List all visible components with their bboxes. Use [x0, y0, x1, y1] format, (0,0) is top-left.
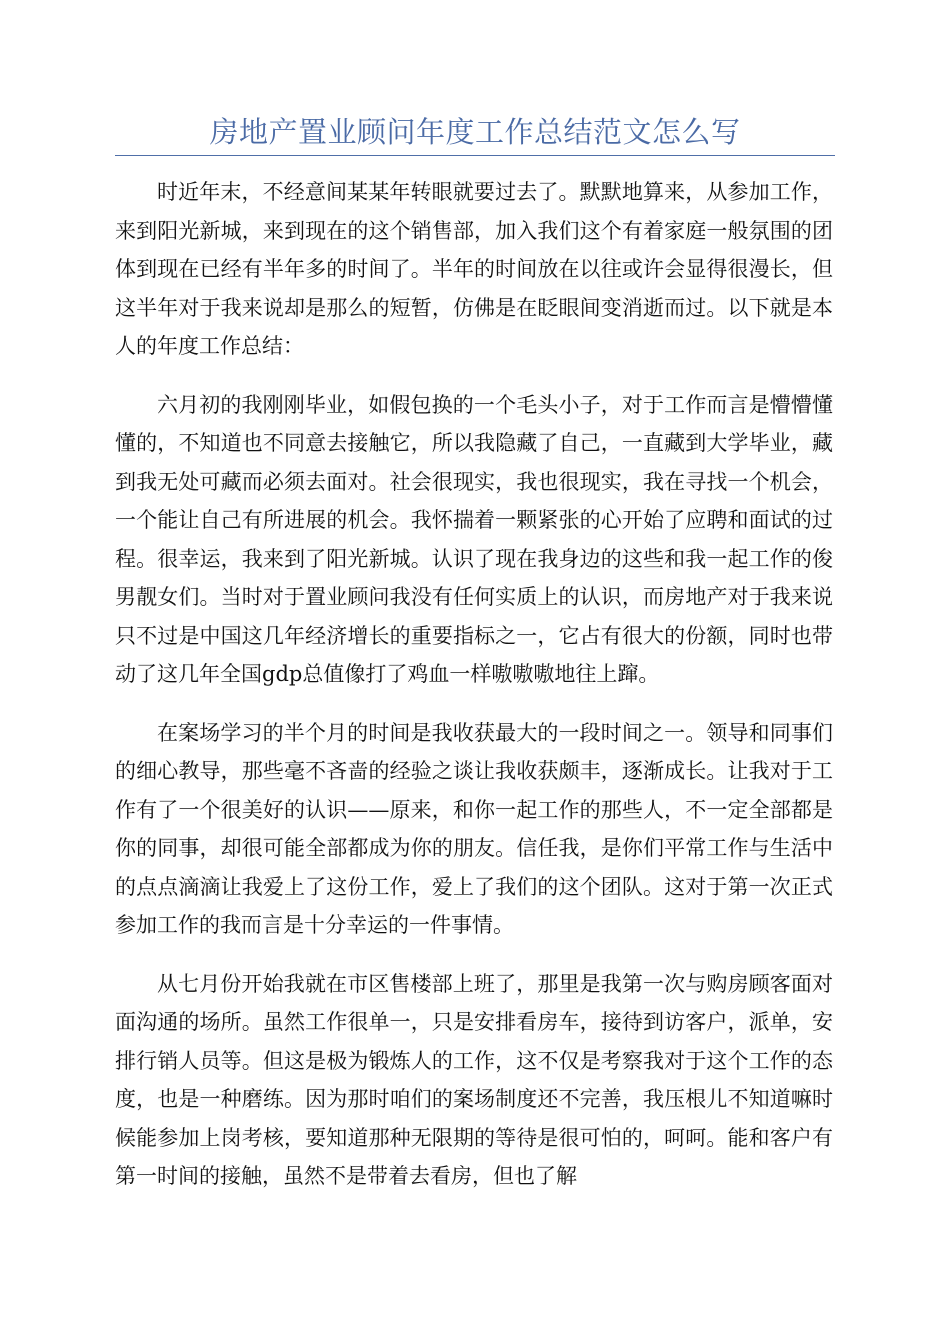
paragraph-2: 六月初的我刚刚毕业，如假包换的一个毛头小子，对于工作而言是懵懵懂懂的，不知道也不同意去接触它，所以我隐藏了自己，一直藏到大学毕业，藏到我无处可藏而必须去面对。社会很现实，我也很现实，我在寻找一个机会，一个能让自己有所进展的机会。我怀揣着一颗紧张的心开始了应聘和面试的过程。很幸运，我来到了阳光新城。认识了现在我身边的这些和我一起工作的俊男靓女们。当时对于置业顾问我没有任何实质上的认识，而房地产对于我来说只不过是中国这几年经济增长的重要指标之一，它占有很大的份额，同时也带动了这几年全国gdp总值像打了鸡血一样嗷嗷嗷地往上蹿。: [115, 392, 833, 686]
document-body: [115, 173, 833, 1216]
document-title: 房地产置业顾问年度工作总结范文怎么写: [209, 115, 741, 149]
paragraph-1: 时近年末，不经意间某某年转眼就要过去了。默默地算来，从参加工作，来到阳光新城，来到现在的这个销售部，加入我们这个有着家庭一般氛围的团体到现在已经有半年多的时间了。半年的时间放在以往或许会显得很漫长，但这半年对于我来说却是那么的短暂，仿佛是在眨眼间变消逝而过。以下就是本人的年度工作总结：: [115, 180, 833, 358]
title-underline: [115, 155, 835, 156]
paragraph-3: 在案场学习的半个月的时间是我收获最大的一段时间之一。领导和同事们的细心教导，那些毫不吝啬的经验之谈让我收获颇丰，逐渐成长。让我对于工作有了一个很美好的认识——原来，和你一起工作的那些人，不一定全部都是你的同事，却很可能全部都成为你的朋友。信任我，是你们平常工作与生活中的点点滴滴让我爱上了这份工作，爱上了我们的这个团队。这对于第一次正式参加工作的我而言是十分幸运的一件事情。: [115, 720, 833, 937]
paragraph-4: 从七月份开始我就在市区售楼部上班了，那里是我第一次与购房顾客面对面沟通的场所。虽然工作很单一，只是安排看房车，接待到访客户，派单，安排行销人员等。但这是极为锻炼人的工作，这不仅是考察我对于这个工作的态度，也是一种磨练。因为那时咱们的案场制度还不完善，我压根儿不知道嘛时候能参加上岗考核，要知道那种无限期的等待是很可怕的，呵呵。能和客户有第一时间的接触，虽然不是带着去看房，但也了解: [115, 971, 833, 1188]
